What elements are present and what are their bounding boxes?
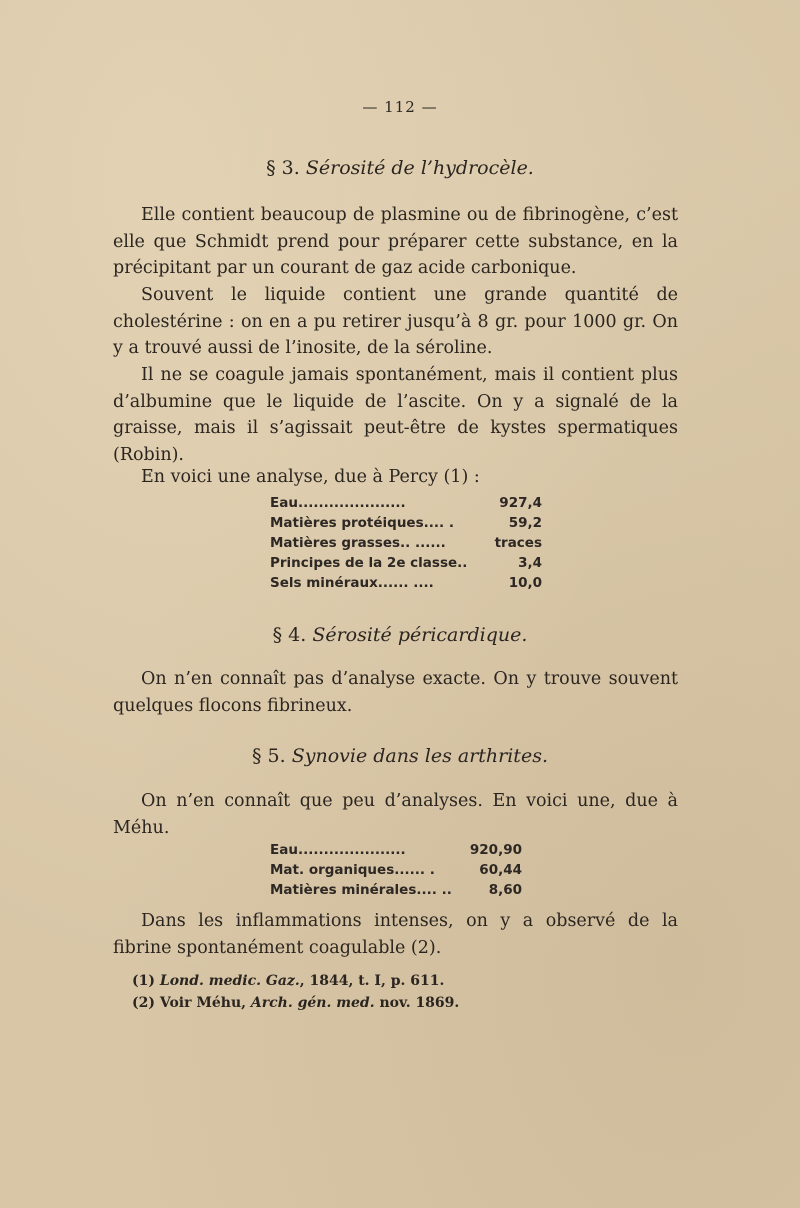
section-3-number: § 3. [266, 157, 300, 179]
percy-table-label: Matières protéiques.... . [270, 515, 454, 531]
section-4-title: Sérosité péricardique. [312, 624, 528, 646]
percy-analysis-table [270, 493, 542, 593]
percy-table-value: 59,2 [508, 515, 542, 531]
percy-table-label: Sels minéraux...... .... [270, 575, 434, 591]
mehu-table-row [270, 880, 522, 900]
percy-table-value: 10,0 [508, 575, 542, 591]
footnote-1-journal: Lond. medic. Gaz. [159, 973, 300, 989]
footnote-2-author: Voir Méhu, [159, 995, 251, 1011]
section-4-number: § 4. [272, 624, 307, 646]
percy-table-value: 927,4 [499, 495, 542, 511]
mehu-table-label: Mat. organiques...... . [270, 862, 435, 878]
mehu-table-label: Matières minérales.... .. [270, 882, 452, 898]
mehu-table-value: 8,60 [488, 882, 522, 898]
page-number: — 112 — [362, 98, 438, 116]
percy-table-label: Matières grasses.. ...... [270, 535, 446, 551]
footnote-1 [132, 970, 459, 992]
paragraph-pericardique: On n’en connaît pas d’analyse exacte. On y trouve souvent quelques flocons fibrineux. [113, 669, 678, 716]
paragraph-synovie: On n’en connaît que peu d’analyses. En voici une, due à Méhu. [113, 791, 678, 838]
footnote-2-journal: Arch. gén. med. [250, 995, 375, 1011]
mehu-table-row [270, 860, 522, 880]
percy-table-label: Eau..................... [270, 495, 406, 511]
percy-table-value: traces [494, 535, 542, 551]
footnote-2 [132, 992, 459, 1014]
mehu-table-label: Eau..................... [270, 842, 406, 858]
paragraph-cholesterine: Souvent le liquide contient une grande quantité de cholestérine : on en a pu retirer jusqu’à 8 gr. pour 1000 gr. On y a trouvé aussi de l’inosite, de la séroline. [113, 285, 678, 358]
paragraph-inflammations: Dans les inflammations intenses, on y a observé de la fibrine spontanément coagulable (2). [113, 911, 678, 958]
mehu-analysis-table [270, 840, 522, 900]
section-3-title: Sérosité de l’hydrocèle. [305, 157, 534, 179]
footnotes [132, 970, 459, 1014]
percy-table-row [270, 553, 542, 573]
section-5-heading [0, 745, 800, 767]
footnote-1-mark: (1) [132, 973, 155, 989]
percy-table-row [270, 513, 542, 533]
section-5-number: § 5. [252, 745, 286, 767]
footnote-2-mark: (2) [132, 995, 155, 1011]
paragraph-percy-intro: En voici une analyse, due à Percy (1) : [141, 467, 480, 487]
section-3-heading [0, 157, 800, 179]
mehu-table-value: 920,90 [469, 842, 522, 858]
percy-table-row [270, 573, 542, 593]
paragraph-albumine: Il ne se coagule jamais spontanément, mais il contient plus d’albumine que le liquide de l’ascite. On y a signalé de la graisse, mais il s’agissait peut-être de kystes spermatiques (Robin). [113, 365, 678, 465]
footnote-2-reference: nov. 1869. [374, 995, 460, 1011]
percy-table-value: 3,4 [518, 555, 542, 571]
percy-table-row [270, 533, 542, 553]
mehu-table-value: 60,44 [479, 862, 522, 878]
section-5-title: Synovie dans les arthrites. [291, 745, 548, 767]
percy-table-row [270, 493, 542, 513]
section-4-heading [0, 624, 800, 646]
footnote-1-reference: , 1844, t. I, p. 611. [299, 973, 445, 989]
mehu-table-row [270, 840, 522, 860]
paragraph-plasmine: Elle contient beaucoup de plasmine ou de fibrinogène, c’est elle que Schmidt prend pour préparer cette substance, en la précipitant par un courant de gaz acide carbonique. [113, 205, 678, 278]
percy-table-label: Principes de la 2e classe.. [270, 555, 468, 571]
